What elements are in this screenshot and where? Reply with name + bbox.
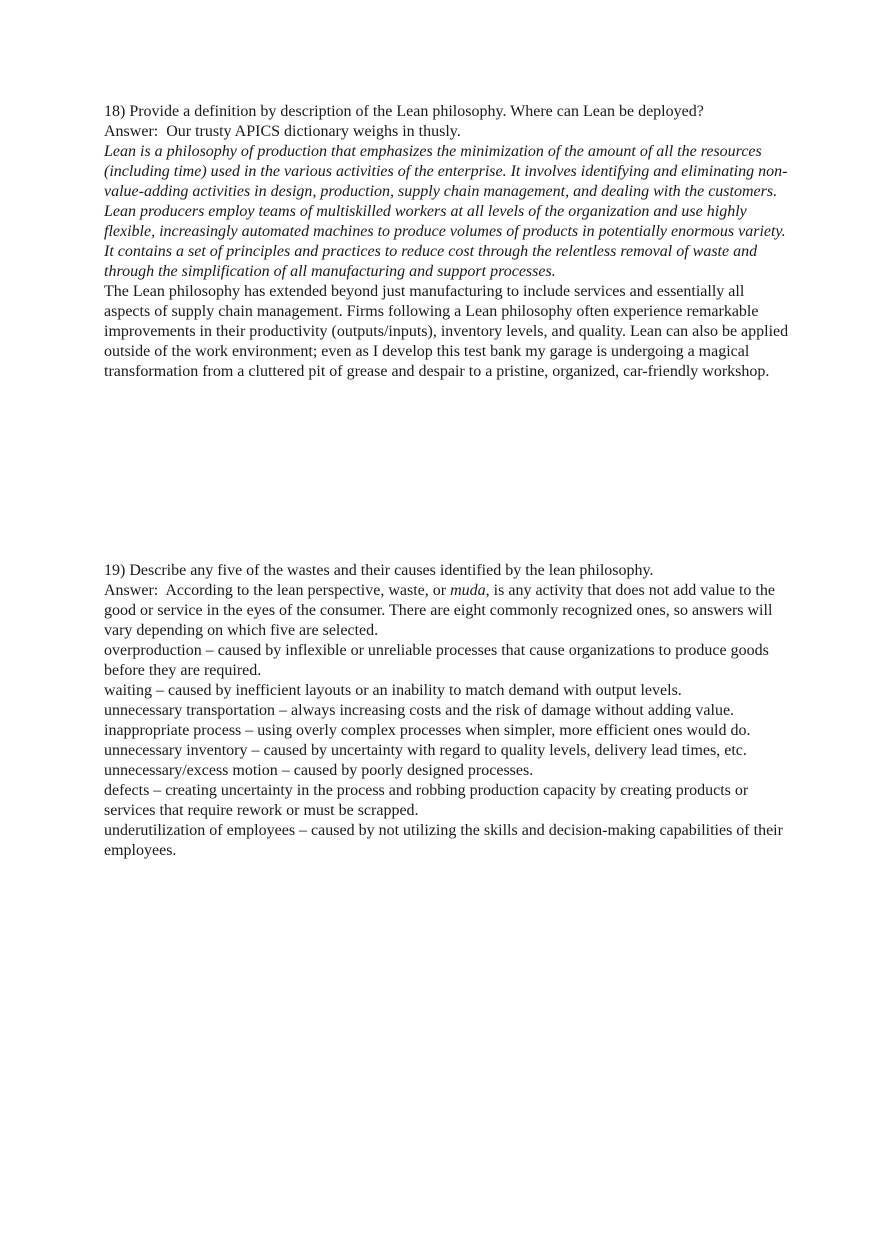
question-18-answer-intro	[104, 122, 794, 142]
question-18-prompt: 18) Provide a definition by description of the Lean philosophy. Where can Lean be deployed?	[104, 103, 704, 120]
answer-intro-after: , is any activity that does not add value to the good or service in the eyes of the consumer. There are eight commonly recognized ones, so answers will vary depending on which five are selected.	[104, 582, 775, 639]
answer-label: Answer:	[104, 582, 166, 599]
waste-item: defects – creating uncertainty in the process and robbing production capacity by creating products or services that require rework or must be scrapped.	[104, 782, 749, 819]
question-19-prompt: 19) Describe any five of the wastes and their causes identified by the lean philosophy.	[104, 562, 654, 579]
waste-item: unnecessary/excess motion – caused by poorly designed processes.	[104, 762, 534, 779]
waste-item: overproduction – caused by inflexible or unreliable processes that cause organizations to produce goods before they are required.	[104, 642, 769, 679]
lean-definition: Lean is a philosophy of production that emphasizes the minimization of the amount of all the resources (including time) used in the various activities of the enterprise. It involves identifying and eliminating non-value-adding activities in design, production, supply chain management, and dealing with the customers. Lean producers employ teams of multiskilled workers at all levels of the organization and use highly flexible, increasingly automated machines to produce volumes of products in potentially enormous variety. It contains a set of principles and practices to reduce cost through the relentless removal of waste and through the simplification of all manufacturing and support processes.	[104, 143, 788, 280]
answer-intro-text: Our trusty APICS dictionary weighs in thusly.	[166, 123, 461, 140]
waste-item: inappropriate process – using overly complex processes when simpler, more efficient ones would do.	[104, 722, 751, 739]
waste-item: unnecessary inventory – caused by uncertainty with regard to quality levels, delivery lead times, etc.	[104, 742, 747, 759]
waste-item: unnecessary transportation – always increasing costs and the risk of damage without adding value.	[104, 702, 735, 719]
question-19-answer-intro	[104, 581, 794, 641]
waste-item: waiting – caused by inefficient layouts or an inability to match demand with output levels.	[104, 682, 682, 699]
question-19-block	[104, 561, 794, 861]
muda-term: muda	[450, 582, 486, 599]
answer-intro-before: According to the lean perspective, waste, or	[165, 582, 451, 599]
question-18-block	[104, 102, 794, 382]
waste-item: underutilization of employees – caused by not utilizing the skills and decision-making capabilities of their employees.	[104, 822, 783, 859]
lean-discussion: The Lean philosophy has extended beyond just manufacturing to include services and essentially all aspects of supply chain management. Firms following a Lean philosophy often experience remarkable improvements in their productivity (outputs/inputs), inventory levels, and quality. Lean can also be applied outside of the work environment; even as I develop this test bank my garage is undergoing a magical transformation from a cluttered pit of grease and despair to a pristine, organized, car-friendly workshop.	[104, 283, 789, 380]
answer-label: Answer:	[104, 123, 167, 140]
